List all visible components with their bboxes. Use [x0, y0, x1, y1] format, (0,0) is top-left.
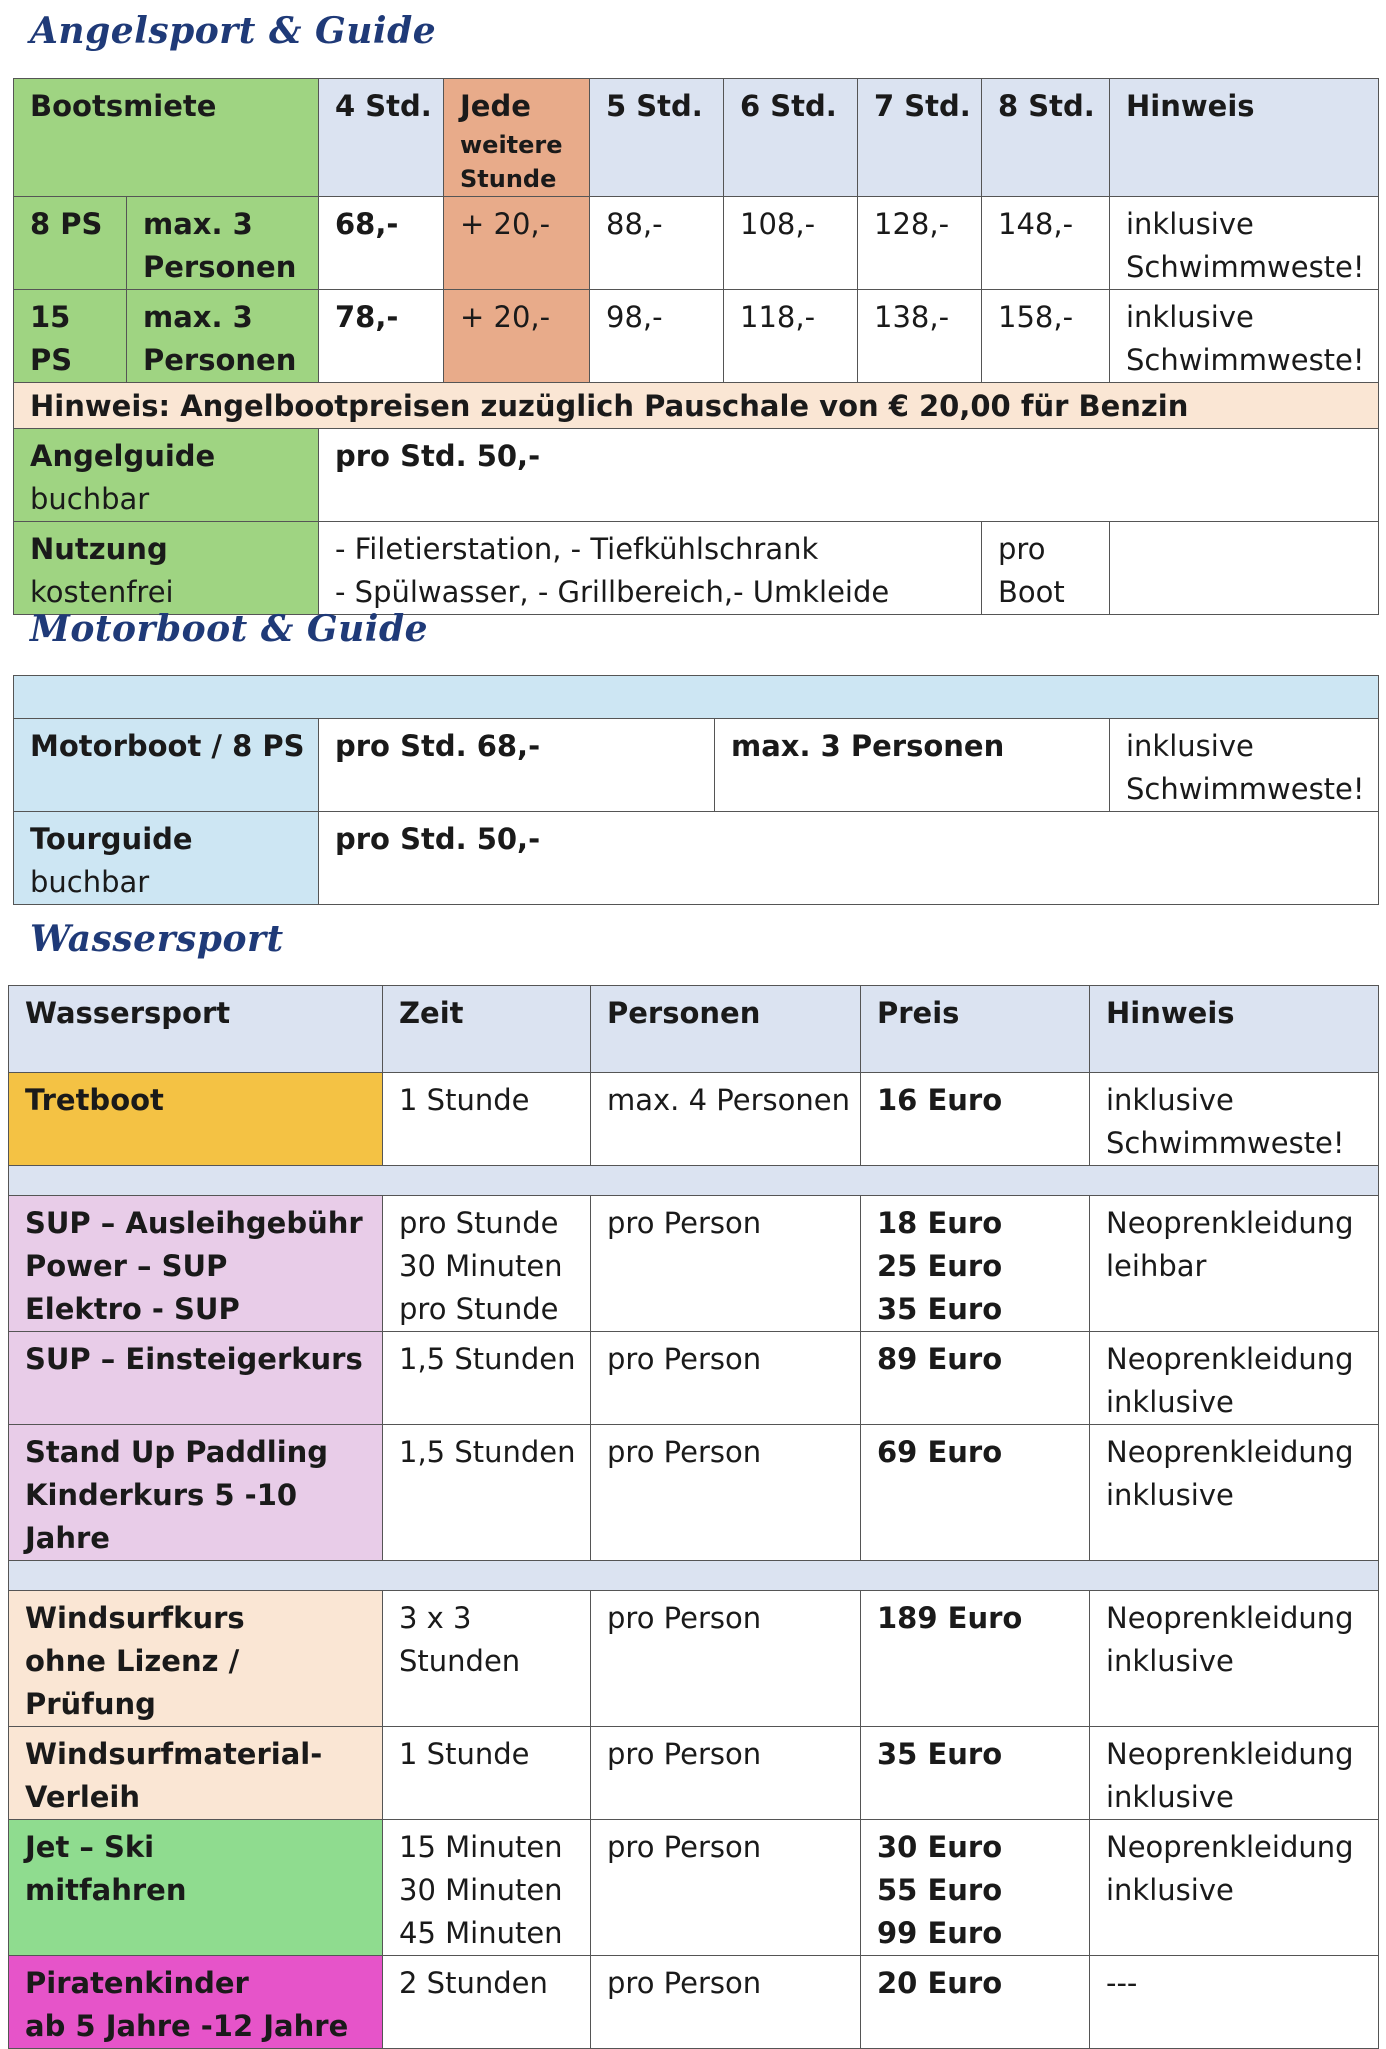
header-jede: Jede	[460, 89, 531, 123]
activity-zeit	[383, 1820, 591, 1956]
tourguide-row	[14, 812, 1379, 905]
activity-zeit: 1 Stunde	[383, 1727, 591, 1820]
angelsport-header-row	[14, 79, 1379, 197]
nutzung-line: - Spülwasser, - Grillbereich,- Umkleide	[335, 575, 890, 609]
hinweis-line: inklusive	[1106, 1478, 1234, 1512]
hinweis-line: leihbar	[1106, 1249, 1207, 1283]
hinweis-line: inklusive	[1106, 1644, 1234, 1678]
hinweis-line: inklusive	[1106, 1780, 1234, 1814]
activity-personen: pro Person	[591, 1956, 861, 2049]
activity-hinweis	[1090, 1820, 1379, 1956]
row-price-4: 68,-	[319, 197, 444, 290]
note-line: Schwimmweste!	[1126, 250, 1365, 284]
note-line: Schwimmweste!	[1126, 343, 1365, 377]
motorboot-label: Motorboot / 8 PS	[14, 719, 319, 812]
header-stunde: Stunde	[460, 165, 557, 193]
hinweis-benzin: Hinweis: Angelbootpreisen zuzüglich Pauschale von € 20,00 für Benzin	[14, 383, 1379, 429]
activity-personen: max. 4 Personen	[591, 1073, 861, 1166]
hinweis-line: Neoprenkleidung	[1106, 1737, 1354, 1771]
motorboot-note	[1110, 719, 1379, 812]
nutzung-label-cell	[14, 522, 319, 615]
hinweis-line: Schwimmweste!	[1106, 1126, 1345, 1160]
nutzung-label: Nutzung	[30, 532, 168, 566]
personen-line: Personen	[143, 343, 297, 377]
preis-line: 55 Euro	[877, 1873, 1003, 1907]
table-row	[9, 1073, 1379, 1166]
activity-zeit	[383, 1196, 591, 1332]
motorboot-header-bar	[14, 676, 1379, 719]
row-price-8: 148,-	[982, 197, 1110, 290]
personen-line: max. 3	[143, 300, 253, 334]
activity-zeit: 2 Stunden	[383, 1956, 591, 2049]
motorboot-price: pro Std. 68,-	[319, 719, 715, 812]
angelsport-table	[13, 78, 1379, 615]
row-price-6: 108,-	[724, 197, 858, 290]
activity-personen: pro Person	[591, 1332, 861, 1425]
activity-personen: pro Person	[591, 1820, 861, 1956]
hinweis-line: inklusive	[1106, 1873, 1234, 1907]
preis-line: 18 Euro	[877, 1206, 1003, 1240]
motorboot-persons: max. 3 Personen	[715, 719, 1110, 812]
hinweis-line: inklusive	[1106, 1083, 1234, 1117]
row-price-7: 128,-	[858, 197, 982, 290]
nutzung-pro-boot	[982, 522, 1110, 615]
activity-name: SUP – Einsteigerkurs	[9, 1332, 383, 1425]
zeit-line: 45 Minuten	[399, 1916, 563, 1950]
activity-hinweis	[1090, 1727, 1379, 1820]
activity-name: Tretboot	[9, 1073, 383, 1166]
separator-row	[9, 1561, 1379, 1591]
header-zeit: Zeit	[383, 986, 591, 1073]
activity-name	[9, 1956, 383, 2049]
name-line: Verleih	[25, 1780, 141, 1814]
activity-zeit: 1 Stunde	[383, 1073, 591, 1166]
activity-hinweis	[1090, 1073, 1379, 1166]
angelguide-sub: buchbar	[30, 482, 150, 516]
preis-line: 35 Euro	[877, 1292, 1003, 1326]
name-line: SUP – Ausleihgebühr	[25, 1206, 363, 1240]
activity-preis: 189 Euro	[861, 1591, 1090, 1727]
activity-preis: 16 Euro	[861, 1073, 1090, 1166]
row-price-5: 98,-	[590, 290, 724, 383]
section-title-wassersport: Wassersport	[30, 918, 284, 960]
table-row	[9, 1425, 1379, 1561]
activity-personen: pro Person	[591, 1425, 861, 1561]
preis-line: 99 Euro	[877, 1916, 1003, 1950]
name-line: Stand Up Paddling	[25, 1435, 329, 1469]
header-4-std: 4 Std.	[319, 79, 444, 197]
preis-line: 30 Euro	[877, 1830, 1003, 1864]
header-8-std: 8 Std.	[982, 79, 1110, 197]
row-price-extra: + 20,-	[444, 290, 590, 383]
activity-hinweis	[1090, 1332, 1379, 1425]
section-title-motorboot: Motorboot & Guide	[30, 608, 429, 650]
angelguide-label-cell	[14, 429, 319, 522]
tourguide-label-cell	[14, 812, 319, 905]
personen-line: max. 3	[143, 207, 253, 241]
activity-hinweis	[1090, 1196, 1379, 1332]
header-weitere: weitere	[460, 131, 563, 159]
header-hinweis: Hinweis	[1090, 986, 1379, 1073]
tourguide-price: pro Std. 50,-	[319, 812, 1379, 905]
motorboot-table	[13, 675, 1379, 905]
header-6-std: 6 Std.	[724, 79, 858, 197]
note-line: Schwimmweste!	[1126, 772, 1365, 806]
activity-preis	[861, 1196, 1090, 1332]
nutzung-items	[319, 522, 982, 615]
tourguide-label: Tourguide	[30, 822, 193, 856]
name-line: mitfahren	[25, 1873, 187, 1907]
table-row	[9, 1727, 1379, 1820]
tourguide-sub: buchbar	[30, 865, 150, 899]
name-line: Windsurfkurs	[25, 1601, 245, 1635]
row-personen	[127, 290, 319, 383]
row-note	[1110, 197, 1379, 290]
table-row	[14, 197, 1379, 290]
table-row	[9, 1591, 1379, 1727]
zeit-line: pro Stunde	[399, 1206, 559, 1240]
header-bootsmiete: Bootsmiete	[14, 79, 319, 197]
table-row	[9, 1332, 1379, 1425]
header-hinweis: Hinweis	[1110, 79, 1379, 197]
name-line: Kinderkurs 5 -10 Jahre	[25, 1478, 298, 1555]
activity-hinweis: ---	[1090, 1956, 1379, 2049]
name-line: ab 5 Jahre -12 Jahre	[25, 2009, 349, 2043]
table-row	[9, 1956, 1379, 2049]
note-line: inklusive	[1126, 300, 1254, 334]
angelguide-row	[14, 429, 1379, 522]
nutzung-line: - Filetierstation, - Tiefkühlschrank	[335, 532, 819, 566]
nutzung-row	[14, 522, 1379, 615]
pro-line: pro	[998, 532, 1046, 566]
row-personen	[127, 197, 319, 290]
table-row	[14, 290, 1379, 383]
activity-hinweis	[1090, 1425, 1379, 1561]
zeit-line: 30 Minuten	[399, 1249, 563, 1283]
zeit-line: 15 Minuten	[399, 1830, 563, 1864]
name-line: Jet – Ski	[25, 1830, 155, 1864]
activity-name	[9, 1425, 383, 1561]
activity-hinweis	[1090, 1591, 1379, 1727]
hinweis-line: Neoprenkleidung	[1106, 1206, 1354, 1240]
section-title-angelsport: Angelsport & Guide	[30, 10, 437, 52]
table-row	[9, 1196, 1379, 1332]
activity-name	[9, 1820, 383, 1956]
activity-personen: pro Person	[591, 1727, 861, 1820]
activity-preis: 89 Euro	[861, 1332, 1090, 1425]
activity-preis: 20 Euro	[861, 1956, 1090, 2049]
header-personen: Personen	[591, 986, 861, 1073]
personen-line: Personen	[143, 250, 297, 284]
hinweis-row	[14, 383, 1379, 429]
zeit-line: pro Stunde	[399, 1292, 559, 1326]
activity-name	[9, 1591, 383, 1727]
activity-zeit: 1,5 Stunden	[383, 1332, 591, 1425]
row-price-7: 138,-	[858, 290, 982, 383]
motorboot-row	[14, 719, 1379, 812]
wassersport-header-row	[9, 986, 1379, 1073]
hinweis-line: Neoprenkleidung	[1106, 1342, 1354, 1376]
pro-line: Boot	[998, 575, 1065, 609]
table-row	[9, 1820, 1379, 1956]
hinweis-line: inklusive	[1106, 1385, 1234, 1419]
row-price-5: 88,-	[590, 197, 724, 290]
hinweis-line: Neoprenkleidung	[1106, 1435, 1354, 1469]
wassersport-table	[8, 985, 1379, 2049]
row-ps: 15 PS	[14, 290, 127, 383]
note-line: inklusive	[1126, 207, 1254, 241]
motorboot-header-row	[14, 676, 1379, 719]
separator-row	[9, 1166, 1379, 1196]
header-7-std: 7 Std.	[858, 79, 982, 197]
activity-personen: pro Person	[591, 1591, 861, 1727]
zeit-line: 30 Minuten	[399, 1873, 563, 1907]
activity-preis	[861, 1820, 1090, 1956]
header-jede-weitere-stunde	[444, 79, 590, 197]
nutzung-empty	[1110, 522, 1379, 615]
name-line: Windsurfmaterial-	[25, 1737, 323, 1771]
header-preis: Preis	[861, 986, 1090, 1073]
row-price-4: 78,-	[319, 290, 444, 383]
activity-name	[9, 1196, 383, 1332]
name-line: ohne Lizenz / Prüfung	[25, 1644, 240, 1721]
preis-line: 25 Euro	[877, 1249, 1003, 1283]
hinweis-line: Neoprenkleidung	[1106, 1601, 1354, 1635]
angelguide-price: pro Std. 50,-	[319, 429, 1379, 522]
row-price-6: 118,-	[724, 290, 858, 383]
zeit-line: Stunden	[399, 1644, 521, 1678]
activity-zeit: 1,5 Stunden	[383, 1425, 591, 1561]
hinweis-line: Neoprenkleidung	[1106, 1830, 1354, 1864]
name-line: Power – SUP	[25, 1249, 228, 1283]
activity-personen: pro Person	[591, 1196, 861, 1332]
header-wassersport: Wassersport	[9, 986, 383, 1073]
activity-preis: 35 Euro	[861, 1727, 1090, 1820]
nutzung-sub: kostenfrei	[30, 575, 174, 609]
row-price-8: 158,-	[982, 290, 1110, 383]
activity-name	[9, 1727, 383, 1820]
header-5-std: 5 Std.	[590, 79, 724, 197]
separator-bar	[9, 1561, 1379, 1591]
name-line: Piratenkinder	[25, 1966, 249, 2000]
separator-bar	[9, 1166, 1379, 1196]
note-line: inklusive	[1126, 729, 1254, 763]
row-note	[1110, 290, 1379, 383]
row-ps: 8 PS	[14, 197, 127, 290]
angelguide-label: Angelguide	[30, 439, 216, 473]
activity-zeit	[383, 1591, 591, 1727]
row-price-extra: + 20,-	[444, 197, 590, 290]
name-line: Elektro - SUP	[25, 1292, 240, 1326]
zeit-line: 3 x 3	[399, 1601, 472, 1635]
activity-preis: 69 Euro	[861, 1425, 1090, 1561]
